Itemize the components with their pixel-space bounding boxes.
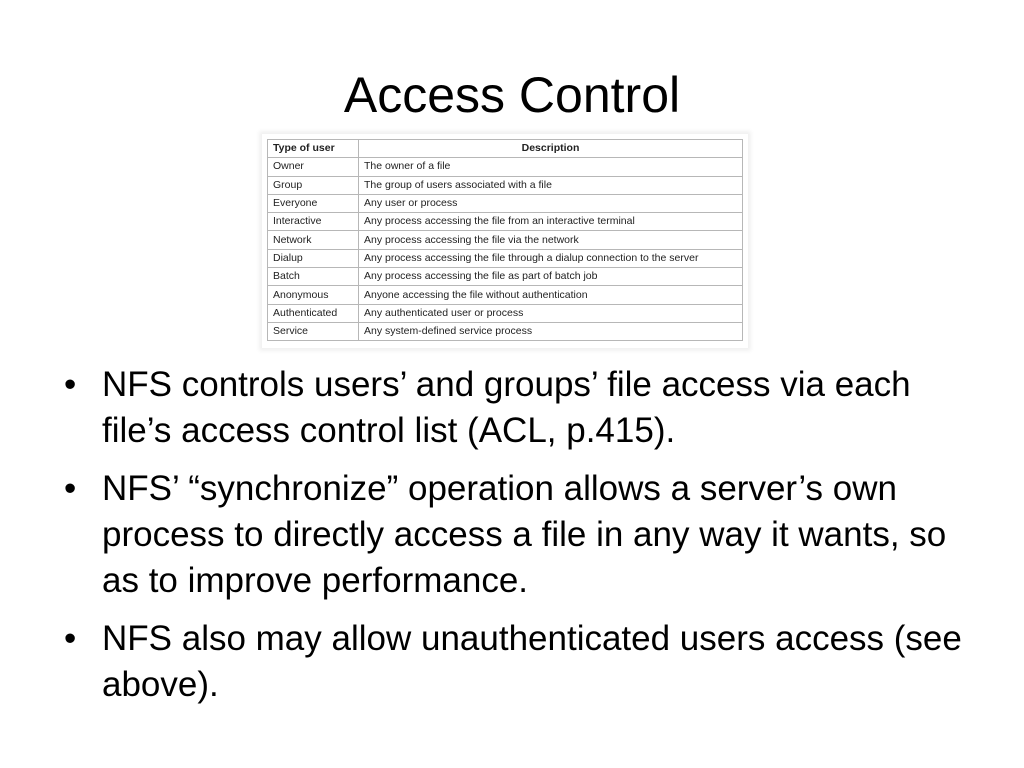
table-header-row [268, 140, 743, 158]
user-type-cell: Dialup [268, 249, 359, 267]
description-cell: Any process accessing the file from an interactive terminal [359, 213, 743, 231]
table-row [268, 158, 743, 176]
bullet-marker: • [64, 469, 77, 508]
table-row [268, 213, 743, 231]
description-cell: Anyone accessing the file without authentication [359, 286, 743, 304]
description-cell: Any process accessing the file through a dialup connection to the server [359, 249, 743, 267]
table-row [268, 249, 743, 267]
user-type-cell: Service [268, 322, 359, 340]
bullet-marker: • [64, 619, 77, 658]
user-type-cell: Anonymous [268, 286, 359, 304]
user-types-table [267, 139, 743, 341]
table-row [268, 231, 743, 249]
user-types-table-figure [262, 134, 748, 348]
bullet-item [60, 362, 980, 454]
bullet-marker: • [64, 365, 77, 404]
description-cell: The group of users associated with a file [359, 176, 743, 194]
table-row [268, 286, 743, 304]
user-type-cell: Interactive [268, 213, 359, 231]
bullet-item [60, 616, 980, 708]
description-cell: Any process accessing the file as part of batch job [359, 268, 743, 286]
table-row [268, 176, 743, 194]
bullet-item [60, 466, 980, 604]
description-cell: Any system-defined service process [359, 322, 743, 340]
user-type-cell: Batch [268, 268, 359, 286]
slide-title: Access Control [343, 67, 681, 123]
description-cell: Any user or process [359, 194, 743, 212]
header-type-of-user: Type of user [268, 140, 359, 158]
user-type-cell: Everyone [268, 194, 359, 212]
bullet-list [60, 362, 980, 720]
description-cell: The owner of a file [359, 158, 743, 176]
header-description: Description [359, 140, 743, 158]
table-row [268, 322, 743, 340]
table-row [268, 268, 743, 286]
bullet-text: NFS’ “synchronize” operation allows a server’s own process to directly access a file in any way it wants, so as to improve performance. [102, 469, 947, 600]
bullet-text: NFS controls users’ and groups’ file access via each file’s access control list (ACL, p.415). [102, 365, 911, 450]
description-cell: Any authenticated user or process [359, 304, 743, 322]
description-cell: Any process accessing the file via the network [359, 231, 743, 249]
user-type-cell: Authenticated [268, 304, 359, 322]
user-type-cell: Network [268, 231, 359, 249]
bullet-text: NFS also may allow unauthenticated users access (see above). [102, 619, 962, 704]
user-type-cell: Owner [268, 158, 359, 176]
table-row [268, 194, 743, 212]
user-type-cell: Group [268, 176, 359, 194]
table-row [268, 304, 743, 322]
